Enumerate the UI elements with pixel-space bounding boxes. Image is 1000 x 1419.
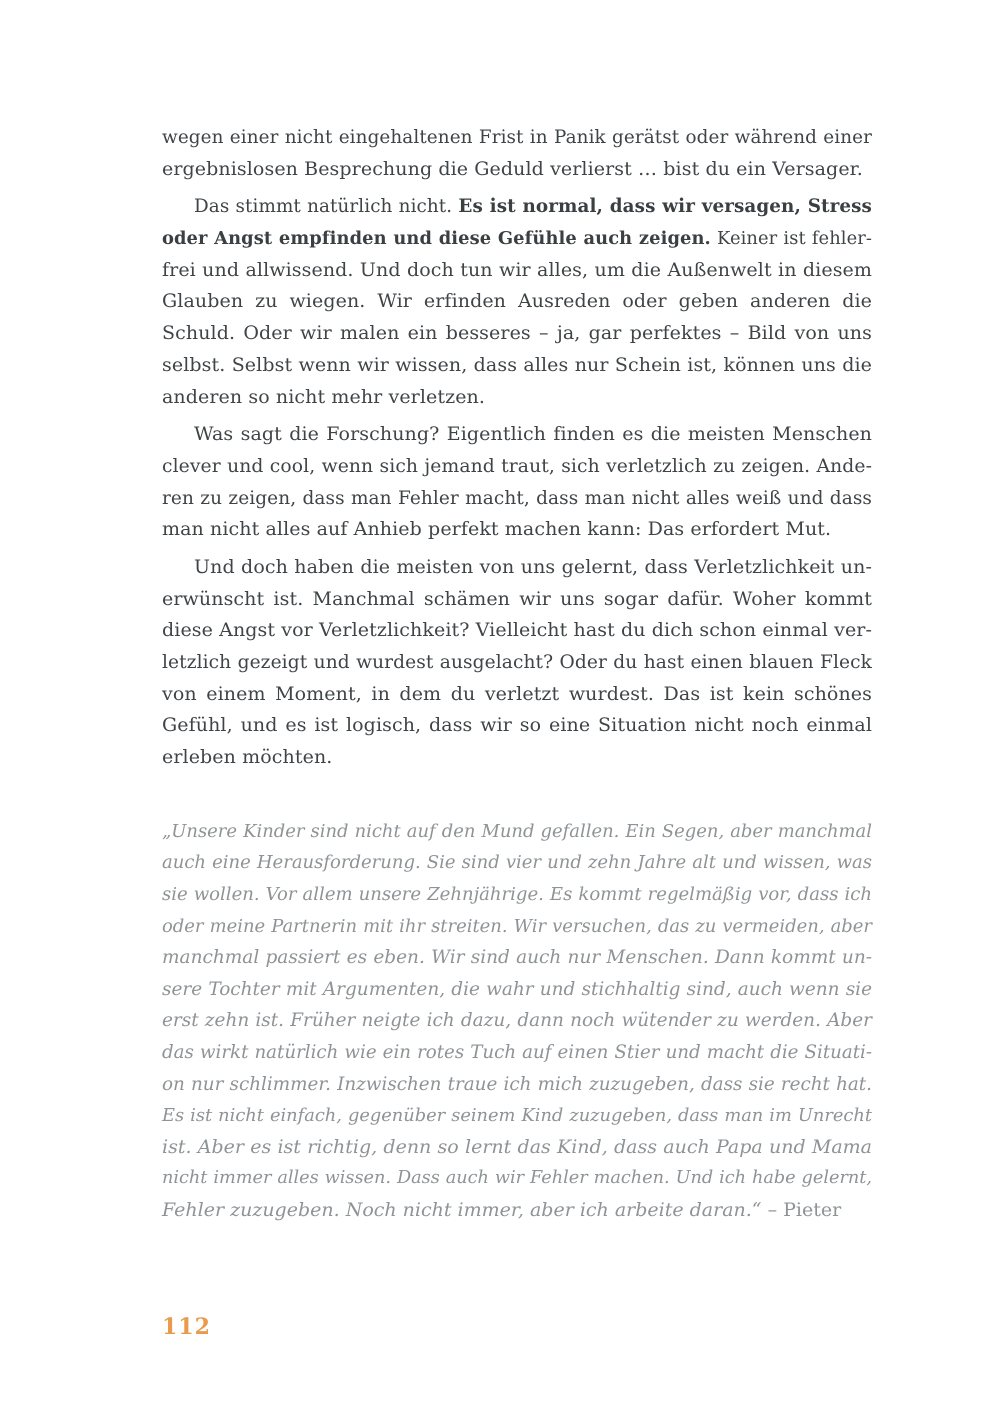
text-line: Gefühl, und es ist logisch, dass wir so eine Situation nicht noch einmal (162, 714, 872, 737)
quote-final-text: Fehler zuzugeben. Noch nicht immer, aber ich arbeite daran.“ (162, 1198, 762, 1221)
text-line: von einem Moment, in dem du verletzt wurdest. Das ist kein schönes (162, 682, 872, 705)
quote-line: on nur schlimmer. Inzwischen traue ich mich zuzugeben, dass sie recht hat. (162, 1073, 872, 1095)
paragraph-2 (162, 191, 872, 413)
text-line: Was sagt die Forschung? Eigentlich finden es die meisten Menschen (194, 423, 872, 446)
text-line (162, 191, 872, 223)
quote-line: sie wollen. Vor allem unsere Zehnjährige. Es kommt regelmäßig vor, dass ich (162, 883, 872, 905)
text-line: wegen einer nicht eingehaltenen Frist in Panik gerätst oder während einer (162, 127, 872, 148)
text-line: ergebnislosen Besprechung die Geduld verlierst … bist du ein Versager. (162, 157, 863, 180)
quote-author: – Pieter (761, 1198, 842, 1221)
text-line (162, 223, 872, 255)
bold-emphasis: oder Angst empfinden und diese Gefühle auch zeigen. (162, 228, 711, 250)
page-content (162, 122, 872, 1226)
quote-line: Es ist nicht einfach, gegenüber seinem Kind zuzugeben, dass man im Unrecht (162, 1105, 872, 1127)
paragraph-4 (162, 552, 872, 774)
text-line: frei und allwissend. Und doch tun wir alles, um die Außenwelt in diesem (162, 258, 872, 281)
plain-text: Das stimmt natürlich nicht. (194, 196, 459, 218)
text-line: Schuld. Oder wir malen ein besseres – ja, gar perfektes – Bild von uns (162, 322, 872, 345)
quote-line (162, 1195, 872, 1227)
quote-line: oder meine Partnerin mit ihr streiten. Wir versuchen, das zu vermeiden, aber (162, 915, 872, 937)
text-line: anderen so nicht mehr verletzen. (162, 385, 486, 408)
quote-line: das wirkt natürlich wie ein rotes Tuch auf einen Stier und macht die Situati- (162, 1041, 872, 1063)
text-line: man nicht alles auf Anhieb perfekt machen kann: Das erfordert Mut. (162, 518, 832, 541)
main-text (162, 122, 872, 774)
text-line: diese Angst vor Verletzlichkeit? Vielleicht hast du dich schon einmal ver- (162, 619, 872, 642)
quote-line: auch eine Herausforderung. Sie sind vier und zehn Jahre alt und wissen, was (162, 852, 872, 874)
text-line: erwünscht ist. Manchmal schämen wir uns sogar dafür. Woher kommt (162, 587, 872, 610)
text-line: Und doch haben die meisten von uns gelernt, dass Verletzlichkeit un- (194, 555, 872, 578)
quote-line: ist. Aber es ist richtig, denn so lernt das Kind, dass auch Papa und Mama (162, 1135, 872, 1158)
paragraph-3 (162, 419, 872, 546)
text-line: selbst. Selbst wenn wir wissen, dass alles nur Schein ist, können uns die (162, 353, 872, 376)
testimonial-quote (162, 816, 872, 1227)
text-line: clever und cool, wenn sich jemand traut, sich verletzlich zu zeigen. Ande- (162, 455, 872, 477)
plain-text: Keiner ist fehler- (710, 228, 872, 250)
quote-line: nicht immer alles wissen. Dass auch wir Fehler machen. Und ich habe gelernt, (162, 1168, 872, 1189)
text-line: letzlich gezeigt und wurdest ausgelacht? Oder du hast einen blauen Fleck (162, 652, 872, 673)
text-line: ren zu zeigen, dass man Fehler macht, dass man nicht alles weiß und dass (162, 487, 872, 509)
quote-line: manchmal passiert es eben. Wir sind auch nur Menschen. Dann kommt un- (162, 947, 872, 969)
text-line: Glauben zu wiegen. Wir erfinden Ausreden oder geben anderen die (162, 290, 872, 313)
bold-emphasis: Es ist normal, dass wir versagen, Stress (458, 196, 872, 218)
quote-line: sere Tochter mit Argumenten, die wahr und stichhaltig sind, auch wenn sie (162, 978, 872, 1000)
paragraph-1 (162, 122, 872, 185)
page-number: 112 (162, 1314, 211, 1340)
quote-line: „Unsere Kinder sind nicht auf den Mund gefallen. Ein Segen, aber manchmal (162, 820, 872, 842)
quote-line: erst zehn ist. Früher neigte ich dazu, dann noch wütender zu werden. Aber (162, 1010, 872, 1032)
text-line: erleben möchten. (162, 746, 333, 769)
